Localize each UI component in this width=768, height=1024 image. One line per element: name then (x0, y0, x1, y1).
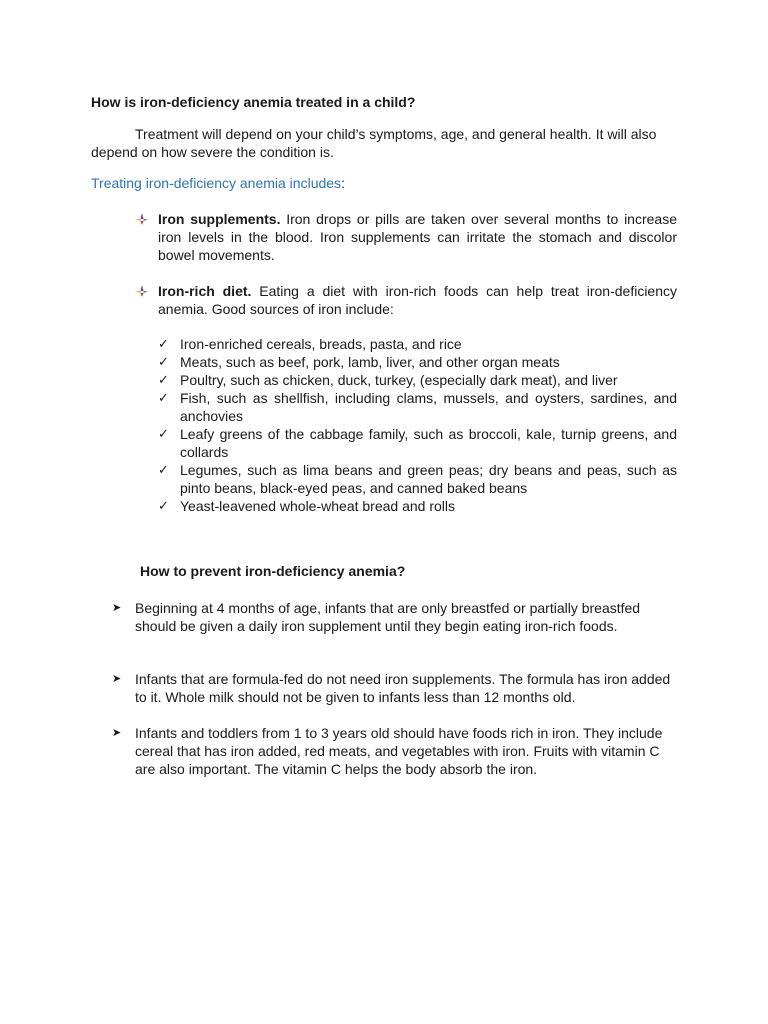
treatment-includes-colon: : (341, 175, 345, 191)
prevention-item-text: Beginning at 4 months of age, infants that are only breastfed or partially breastfed should be given a daily iron supplement until they begin eating iron-rich foods. (135, 600, 641, 634)
list-item-text: Poultry, such as chicken, duck, turkey, (especially dark meat), and liver (180, 372, 618, 388)
list-item (158, 461, 677, 497)
four-color-arrow-bullet-icon (136, 213, 148, 225)
list-item (158, 371, 677, 389)
list-item-text: Legumes, such as lima beans and green peas; dry beans and peas, such as pinto beans, black-eyed peas, and canned baked beans (180, 462, 677, 496)
checkmark-icon: ✓ (158, 462, 169, 477)
arrowhead-bullet-icon: ➤ (112, 673, 122, 685)
prevention-item-text: Infants that are formula-fed do not need iron supplements. The formula has iron added to it. Whole milk should not be given to infants less than 12 months old. (135, 671, 671, 705)
treatment-intro-text: Treatment will depend on your child’s symptoms, age, and general health. It will also depend on how severe the condition is. (91, 126, 657, 160)
treatment-heading: How is iron-deficiency anemia treated in a child? (91, 94, 416, 110)
treatment-includes-text: Treating iron-deficiency anemia includes (91, 175, 342, 191)
treatment-intro (91, 125, 681, 161)
checkmark-icon: ✓ (158, 498, 169, 513)
prevention-heading: How to prevent iron-deficiency anemia? (140, 563, 406, 579)
checkmark-icon: ✓ (158, 426, 169, 441)
list-item-text: Iron-enriched cereals, breads, pasta, and rice (180, 336, 462, 352)
treatment-item-iron-rich-diet (136, 282, 677, 318)
prevention-item (112, 599, 677, 635)
list-item (158, 335, 677, 353)
list-item-text: Yeast-leavened whole-wheat bread and rolls (180, 498, 455, 514)
prevention-item-text: Infants and toddlers from 1 to 3 years old should have foods rich in iron. They include cereal that has iron added, red meats, and vegetables with iron. Fruits with vitamin C are also important. The vitamin C helps the body absorb the iron. (135, 725, 663, 777)
list-item (158, 389, 677, 425)
checkmark-icon: ✓ (158, 372, 169, 387)
list-item (158, 353, 677, 371)
treatment-includes-label (91, 175, 345, 191)
list-item (158, 497, 677, 515)
prevention-item (112, 724, 677, 778)
arrowhead-bullet-icon: ➤ (112, 727, 122, 739)
list-item-text: Meats, such as beef, pork, lamb, liver, and other organ meats (180, 354, 560, 370)
treatment-item-lead: Iron supplements. (158, 211, 281, 227)
list-item (158, 425, 677, 461)
checkmark-icon: ✓ (158, 354, 169, 369)
checkmark-icon: ✓ (158, 336, 169, 351)
treatment-item-body (158, 282, 677, 318)
checkmark-icon: ✓ (158, 390, 169, 405)
iron-sources-list (158, 335, 677, 515)
paragraph-indent (91, 126, 135, 142)
list-item-text: Fish, such as shellfish, including clams, mussels, and oysters, sardines, and anchovies (180, 390, 677, 424)
treatment-item-text: Iron drops or pills are taken over several months to increase iron levels in the blood. Iron supplements can irritate the stomach and discolor bowel movements. (158, 211, 677, 263)
treatment-item-lead: Iron-rich diet. (158, 283, 252, 299)
arrowhead-bullet-icon: ➤ (112, 602, 122, 614)
treatment-item-iron-supplements (136, 210, 677, 264)
four-color-arrow-bullet-icon (136, 285, 148, 297)
list-item-text: Leafy greens of the cabbage family, such as broccoli, kale, turnip greens, and collards (180, 426, 677, 460)
treatment-item-text: Eating a diet with iron-rich foods can help treat iron-deficiency anemia. Good sources of iron include: (158, 283, 678, 317)
treatment-item-body (158, 210, 677, 264)
prevention-item (112, 670, 677, 706)
